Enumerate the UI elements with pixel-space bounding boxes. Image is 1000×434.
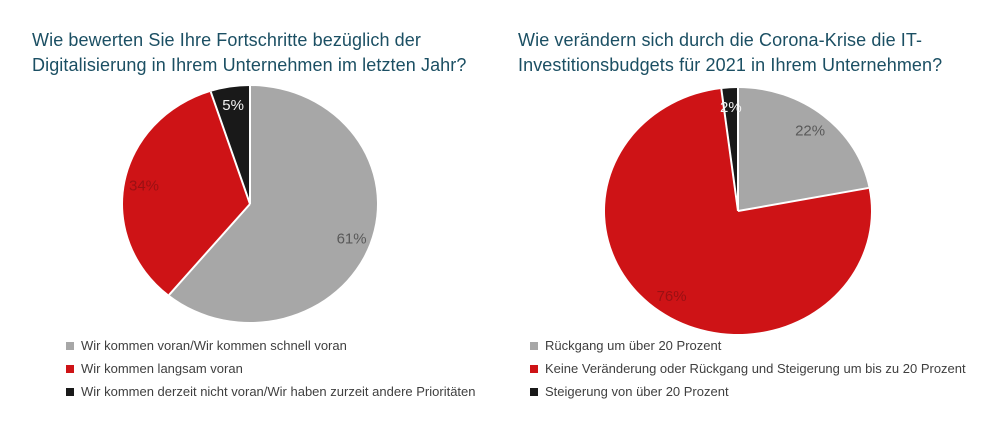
pie-svg (593, 84, 885, 340)
legend-it-budgets (530, 334, 966, 403)
legend-item (66, 380, 476, 403)
chart-title-line: Wie verändern sich durch die Corona-Krise die IT- (518, 30, 923, 50)
legend-swatch-black (66, 388, 74, 396)
legend-label: Rückgang um über 20 Prozent (545, 338, 722, 353)
legend-swatch-black (530, 388, 538, 396)
legend-label: Keine Veränderung oder Rückgang und Steigerung um bis zu 20 Prozent (545, 361, 966, 376)
legend-label: Wir kommen langsam voran (81, 361, 243, 376)
chart-title-line: Digitalisierung in Ihrem Unternehmen im letzten Jahr? (32, 55, 467, 75)
pie-data-label: 76% (656, 287, 687, 305)
pie-data-label: 5% (222, 97, 244, 115)
pie-data-label: 34% (128, 177, 160, 195)
legend-swatch-red (66, 365, 74, 373)
legend-label: Wir kommen derzeit nicht voran/Wir haben zurzeit andere Prioritäten (81, 384, 476, 399)
legend-digitalisierung (66, 334, 476, 403)
pie-data-label: 61% (336, 230, 367, 248)
legend-item (66, 334, 476, 357)
legend-item (530, 357, 966, 380)
legend-label: Steigerung von über 20 Prozent (545, 384, 729, 399)
legend-swatch-gray (530, 342, 538, 350)
pie-data-label: 2% (720, 98, 742, 116)
legend-swatch-red (530, 365, 538, 373)
chart-title-line: Wie bewerten Sie Ihre Fortschritte bezüglich der (32, 30, 421, 50)
chart-panel-it-budgets (500, 0, 1000, 434)
legend-item (66, 357, 476, 380)
pie-chart-it-budgets (593, 84, 885, 340)
legend-item (530, 380, 966, 403)
pie-data-label: 22% (795, 122, 826, 140)
chart-title-it-budgets (518, 28, 988, 78)
legend-item (530, 334, 966, 357)
legend-swatch-gray (66, 342, 74, 350)
legend-label: Wir kommen voran/Wir kommen schnell voran (81, 338, 347, 353)
pie-svg (110, 74, 390, 336)
pie-chart-digitalisierung (110, 74, 390, 336)
chart-title-digitalisierung (32, 28, 492, 78)
chart-title-line: Investitionsbudgets für 2021 in Ihrem Unternehmen? (518, 55, 943, 75)
